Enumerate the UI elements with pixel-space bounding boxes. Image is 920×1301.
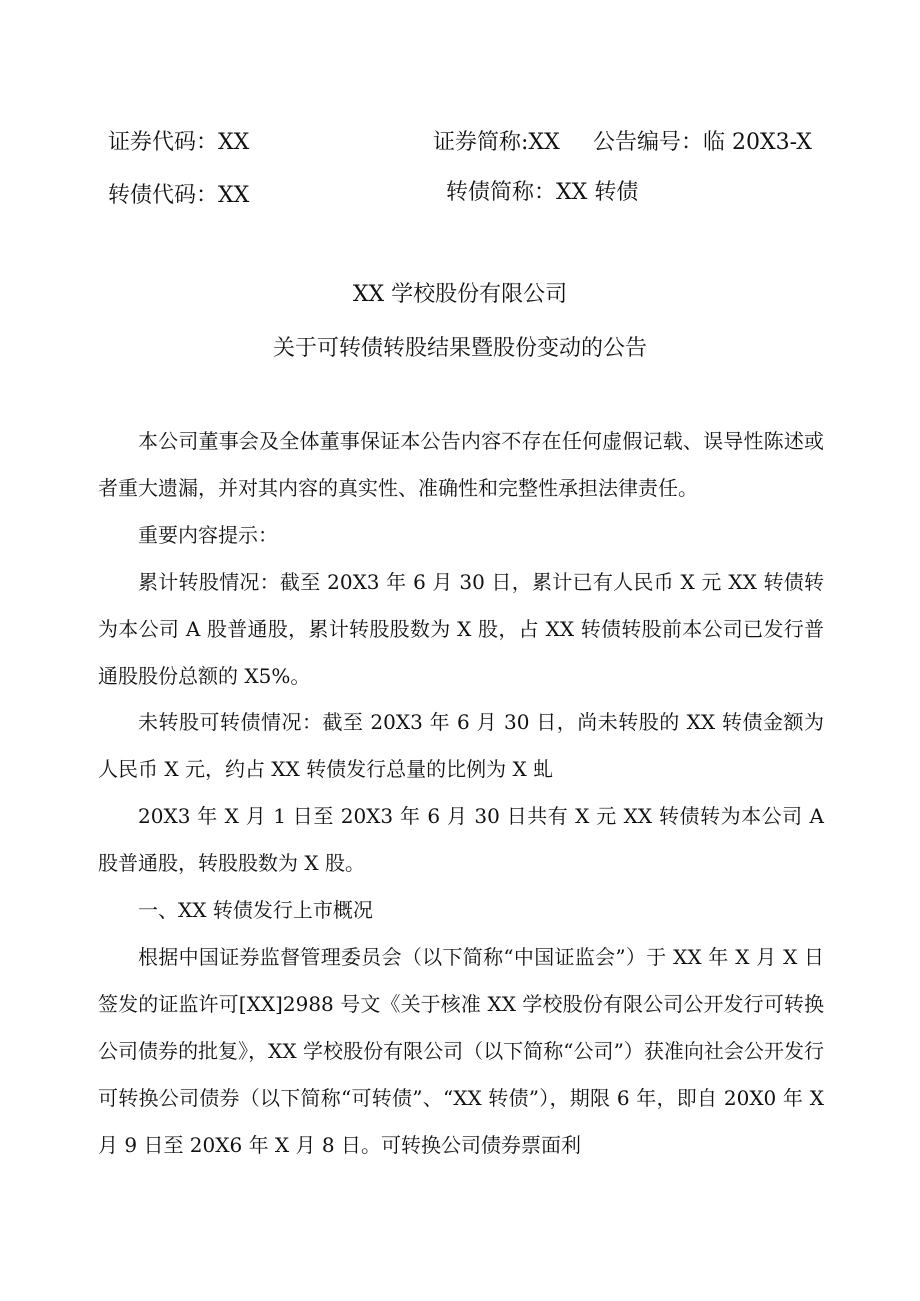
announcement-body <box>98 418 824 1169</box>
securities-abbreviation: 证券简称:XX <box>433 130 560 155</box>
announcement-number: 公告编号：临 20X3-X <box>593 130 812 155</box>
securities-code: 证券代码：XX <box>108 130 250 155</box>
key-points-heading: 重要内容提示： <box>138 522 278 547</box>
bond-code: 转债代码：XX <box>108 183 250 208</box>
issuance-overview-paragraph: 根据中国证券监督管理委员会（以下简称“中国证监会”）于 XX 年 X 月 X 日签发的证监许可[XX]2988 号文《关于核准 XX 学校股份有限公司公开发行可转换公司债券的批复》，XX 学校股份有限公司（以下简称“公司”）获准向社会公开发行可转换公司债券（以下简称“可转债”、“XX 转债”），期限 6 年，即自 20X0 年 X 月 9 日至 20X6 年 X 月 8 日。可转换公司债券票面利 <box>98 944 824 1157</box>
disclaimer-paragraph: 本公司董事会及全体董事保证本公告内容不存在任何虚假记载、误导性陈述或者重大遗漏，并对其内容的真实性、准确性和完整性承担法律责任。 <box>98 429 824 500</box>
company-title: XX 学校股份有限公司 <box>352 282 568 307</box>
bond-abbreviation: 转债简称：XX 转债 <box>446 180 639 205</box>
announcement-title: 关于可转债转股结果暨股份变动的公告 <box>272 336 647 361</box>
section-heading-issuance: 一、XX 转债发行上市概况 <box>138 898 373 923</box>
period-conversion-paragraph: 20X3 年 X 月 1 日至 20X3 年 6 月 30 日共有 X 元 XX 转债转为本公司 A 股普通股，转股股数为 X 股。 <box>98 804 824 876</box>
cumulative-conversion-paragraph: 累计转股情况：截至 20X3 年 6 月 30 日，累计已有人民币 X 元 XX 转债转为本公司 A 股普通股，累计转股股数为 X 股，占 XX 转债转股前本公司已发行普通股股份总额的 X5%。 <box>98 569 824 688</box>
unconverted-bonds-paragraph: 未转股可转债情况：截至 20X3 年 6 月 30 日，尚未转股的 XX 转债金额为人民币 X 元，约占 XX 转债发行总量的比例为 X 虬 <box>98 710 824 782</box>
